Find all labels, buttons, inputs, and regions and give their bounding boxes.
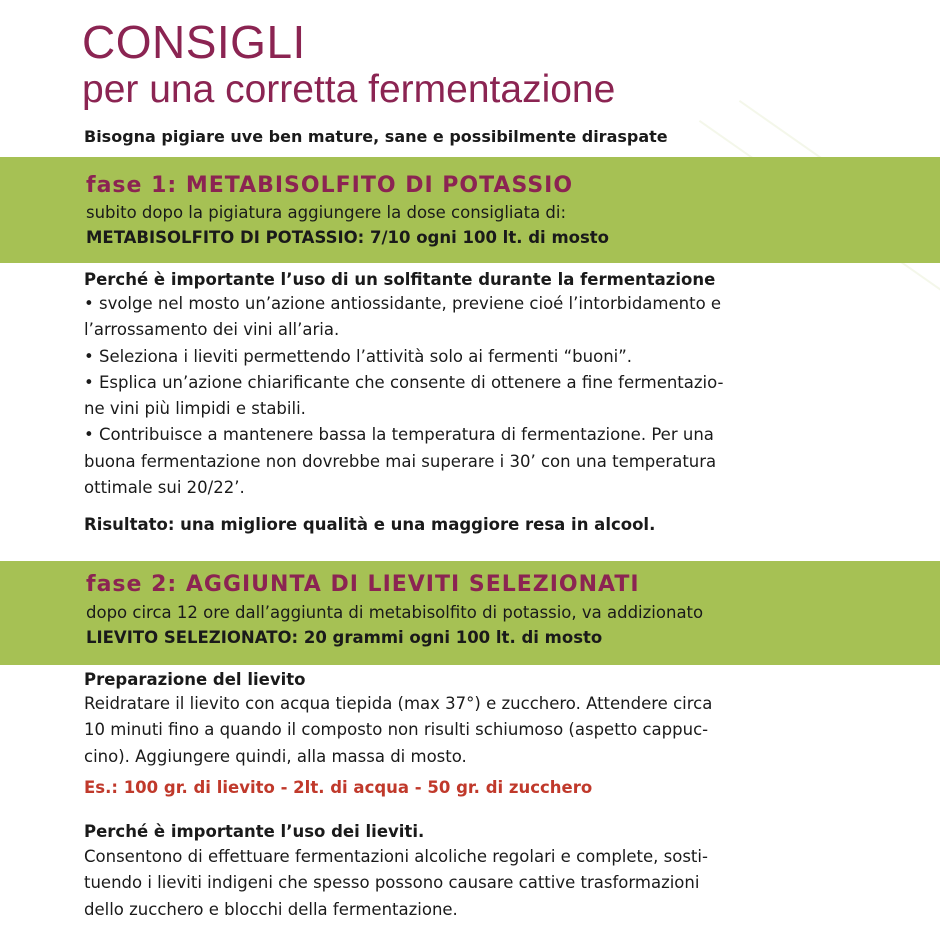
phase2-why-line: dello zucchero e blocchi della fermentazione.	[84, 899, 458, 919]
page-title: CONSIGLI	[82, 16, 306, 68]
phase1-why-line: • Seleziona i lieviti permettendo l’attività solo ai fermenti “buoni”.	[84, 346, 633, 366]
phase1-why-heading: Perché è importante l’uso di un solfitante durante la fermentazione	[84, 270, 716, 289]
phase2-why-line: tuendo i lieviti indigeni che spesso possono causare cattive trasformazioni	[84, 873, 700, 893]
phase2-instruction: dopo circa 12 ore dall’aggiunta di metabisolfito di potassio, va addizionato	[86, 603, 704, 622]
phase1-why-line: • Esplica un’azione chiarificante che consente di ottenere a fine fermentazio-	[84, 372, 724, 392]
phase2-why-text	[84, 844, 864, 923]
phase2-prep-line: Reidratare il lievito con acqua tiepida (max 37°) e zucchero. Attendere circa	[84, 694, 713, 713]
phase2-prep-line: 10 minuti fino a quando il composto non risulti schiumoso (aspetto cappuc-	[84, 720, 709, 740]
phase1-dose: METABISOLFITO DI POTASSIO: 7/10 ogni 100 lt. di mosto	[86, 228, 610, 247]
page-subtitle: per una corretta fermentazione	[82, 68, 616, 111]
phase1-band	[0, 157, 940, 263]
phase2-example: Es.: 100 gr. di lievito - 2lt. di acqua - 50 gr. di zucchero	[84, 778, 593, 797]
phase1-why-line: l’arrossamento dei vini all’aria.	[84, 320, 340, 340]
intro-text: Bisogna pigiare uve ben mature, sane e possibilmente diraspate	[84, 127, 668, 146]
phase1-result: Risultato: una migliore qualità e una maggiore resa in alcool.	[84, 515, 656, 534]
phase2-dose: LIEVITO SELEZIONATO: 20 grammi ogni 100 lt. di mosto	[86, 628, 603, 647]
phase1-why-line: ne vini più limpidi e stabili.	[84, 399, 306, 419]
phase2-why-line: Consentono di effettuare fermentazioni alcoliche regolari e complete, sosti-	[84, 847, 708, 866]
phase2-prep-heading: Preparazione del lievito	[84, 670, 306, 689]
phase2-band	[0, 561, 940, 665]
phase1-why-line: • svolge nel mosto un’azione antiossidante, previene cioé l’intorbidamento e	[84, 294, 722, 313]
phase2-prep-text	[84, 691, 864, 770]
phase2-why-heading: Perché è importante l’uso dei lieviti.	[84, 822, 425, 841]
phase1-why-line: buona fermentazione non dovrebbe mai superare i 30’ con una temperatura	[84, 451, 717, 471]
phase1-why-list	[84, 291, 864, 501]
phase1-instruction: subito dopo la pigiatura aggiungere la dose consigliata di:	[86, 203, 567, 222]
phase2-title: fase 2: AGGIUNTA DI LIEVITI SELEZIONATI	[86, 572, 640, 597]
phase1-why-line: ottimale sui 20/22’.	[84, 478, 245, 498]
phase1-title: fase 1: METABISOLFITO DI POTASSIO	[86, 173, 574, 198]
phase1-why-line: • Contribuisce a mantenere bassa la temperatura di fermentazione. Per una	[84, 425, 714, 445]
phase2-prep-line: cino). Aggiungere quindi, alla massa di mosto.	[84, 746, 467, 766]
